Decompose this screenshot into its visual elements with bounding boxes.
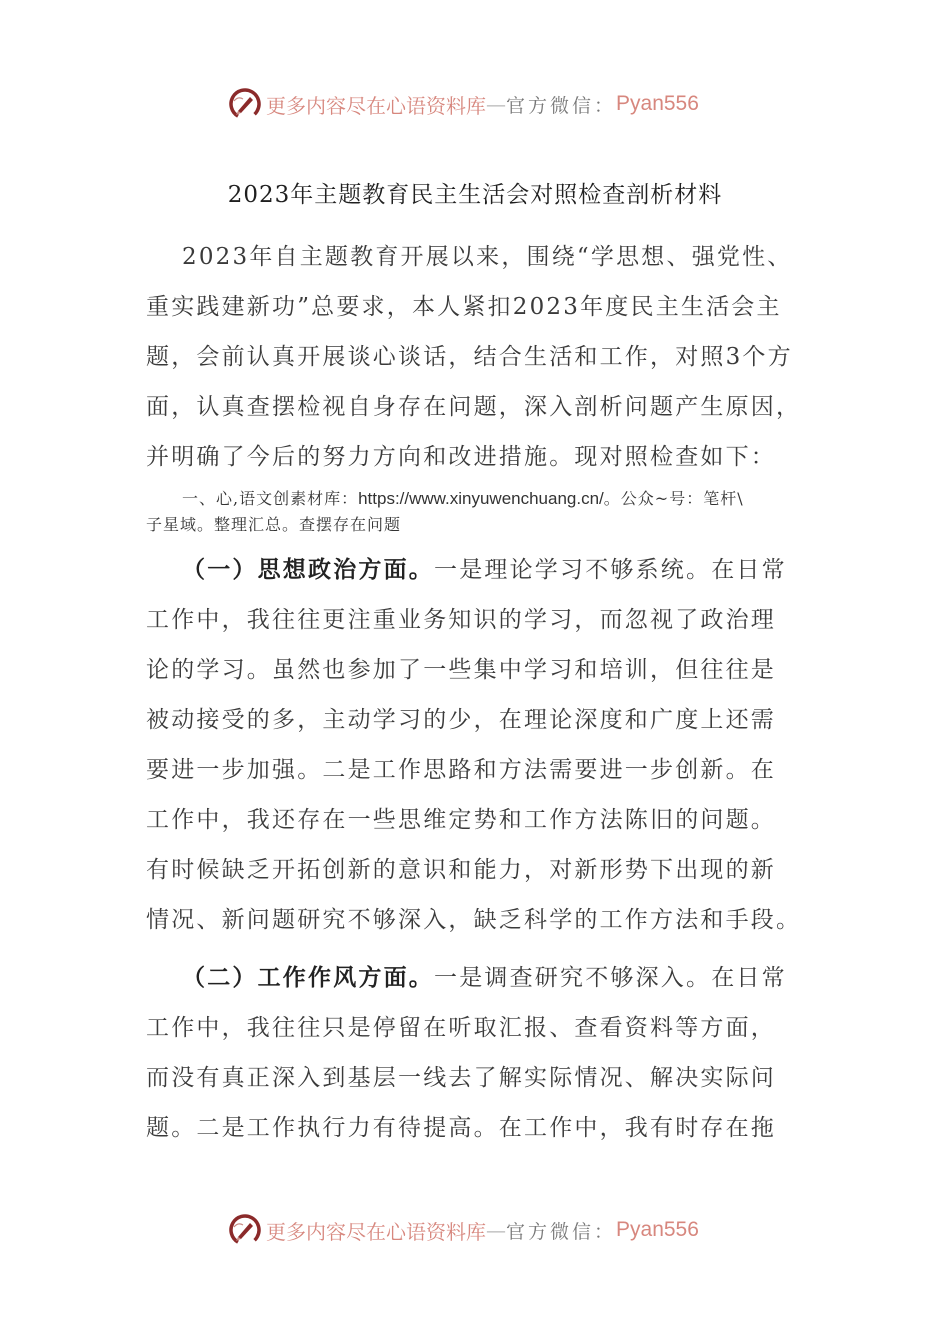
section-first-line-text: 一是理论学习不够系统。在日常 [434,557,787,583]
text-line: 并明确了今后的努力方向和改进措施。现对照检查如下： [146,444,776,470]
text-line: 有时候缺乏开拓创新的意识和能力，对新形势下出现的新 [146,857,776,883]
intro-paragraph [146,232,806,482]
text-line: 工作中，我还存在一些思维定势和工作方法陈旧的问题。 [146,807,776,833]
note-suffix: 。公众~号：笔杆\ [603,489,744,508]
header-banner [228,84,728,124]
text-line: 工作中，我往往只是停留在听取汇报、查看资料等方面， [146,1015,776,1041]
text-line: 被动接受的多，主动学习的少，在理论深度和广度上还需 [146,707,776,733]
text-line: 而没有真正深入到基层一线去了解实际情况、解决实际问 [146,1065,776,1091]
text-line: 重实践建新功”总要求，本人紧扣2023年度民主生活会主 [146,294,782,320]
section-heading: （一）思想政治方面。 [182,556,434,583]
document-title: 2023年主题教育民主生活会对照检查剖析材料 [227,182,723,208]
banner-main-text: 更多内容尽在心语资料库 [266,93,486,118]
inserted-source-note [146,486,816,538]
section-first-line-text: 一是调查研究不够深入。在日常 [434,965,787,991]
text-line: 面，认真查摆检视自身存在问题，深入剖析问题产生原因， [146,394,802,420]
quill-pen-logo-icon [228,1213,262,1247]
banner-separator: — [486,92,506,116]
banner-wechat-id: Pyan556 [616,92,699,115]
section-first-line [146,953,806,1003]
banner-wechat-label: 官方微信： [506,94,617,117]
text-line: 2023年自主题教育开展以来，围绕“学思想、强党性、 [182,244,793,270]
banner-separator: — [486,1218,506,1242]
banner-wechat-id: Pyan556 [616,1218,699,1241]
banner-main-text: 更多内容尽在心语资料库 [266,1219,486,1244]
section-first-line [146,545,806,595]
banner-wechat-label: 官方微信： [506,1220,617,1243]
text-line: 要进一步加强。二是工作思路和方法需要进一步创新。在 [146,757,776,783]
text-line: 论的学习。虽然也参加了一些集中学习和培训，但往往是 [146,657,776,683]
text-line: 题，会前认真开展谈心谈话，结合生活和工作，对照3个方 [146,344,793,370]
text-line: 工作中，我往往更注重业务知识的学习，而忽视了政治理 [146,607,776,633]
footer-banner [228,1210,728,1250]
note-prefix: 一、心,语文创素材库： [182,489,359,508]
note-line-2: 子星域。整理汇总。查摆存在问题 [146,515,402,534]
quill-pen-logo-icon [228,87,262,121]
section-work-style [146,953,806,1153]
text-line: 情况、新问题研究不够深入，缺乏科学的工作方法和手段。 [146,907,802,933]
note-url-link[interactable]: https://www.xinyuwenchuang.cn/ [358,489,604,508]
section-ideological-political [146,545,806,945]
text-line: 题。二是工作执行力有待提高。在工作中，我有时存在拖 [146,1115,776,1141]
section-heading: （二）工作作风方面。 [182,964,434,991]
